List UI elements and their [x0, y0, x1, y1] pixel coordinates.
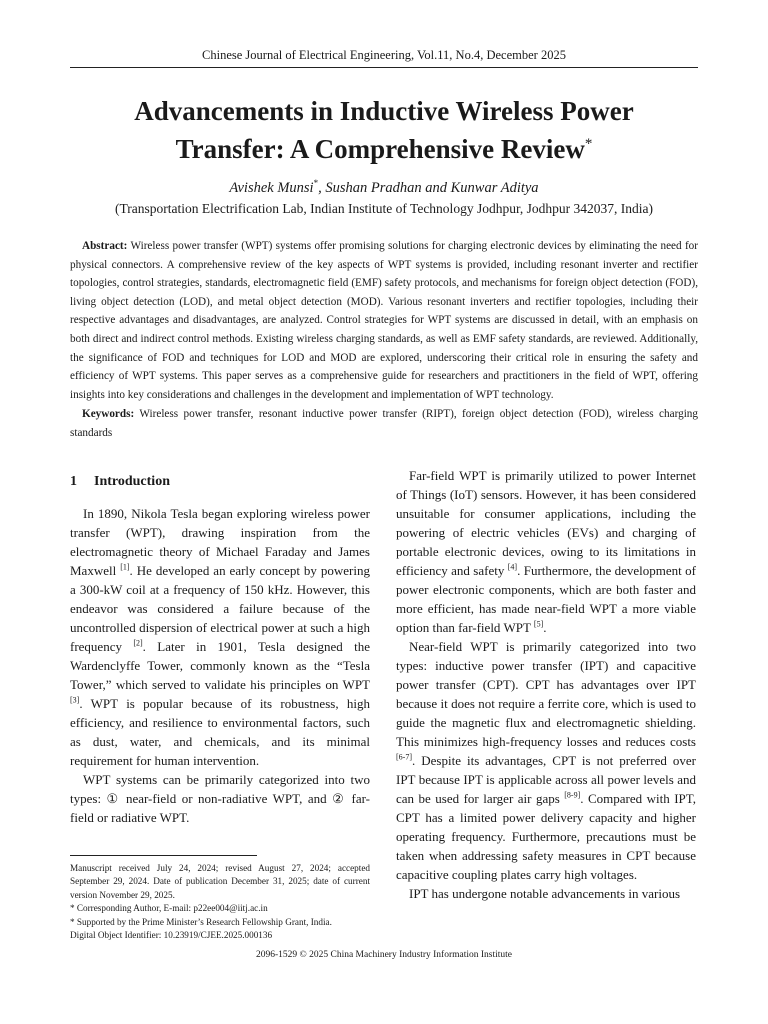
footnote-support: * Supported by the Prime Minister’s Research Fellowship Grant, India.	[70, 916, 332, 927]
text-run: . He developed an early concept by powering a 300-kW coil at a frequency of 150 kHz. However, this endeavor was considered a failure because of the uncontrolled dispersion of electrical power at such a high frequency	[70, 563, 370, 654]
title-line-1: Advancements in Inductive Wireless Power	[134, 96, 634, 126]
title-footnote-marker: *	[584, 136, 593, 152]
text-run: Far-field WPT is primarily utilized to power Internet of Things (IoT) sensors. However, it has been considered unsuitable for consumer applications, including the powering of electric vehicles (EVs) and charging of portable electronic devices, owing to its limitations in efficiency and safety	[396, 468, 696, 578]
footnote-doi: Digital Object Identifier: 10.23919/CJEE.2025.000136	[70, 930, 273, 941]
paragraph	[396, 466, 696, 637]
abstract-text: Wireless power transfer (WPT) systems offer promising solutions for charging electronic devices by eliminating the need for physical connectors. A comprehensive review of the key aspects of WPT systems is provided, including resonant inverter and rectifier topologies, control strategies, standards, electromagnetic field (EMF) safety protocols, and mechanisms for foreign object detection (FOD), living object detection (LOD), and metal object detection (MOD). Various resonant inverters and rectifier topologies, including their respective advantages and disadvantages, are analyzed. Control strategies for WPT systems are discussed in detail, with an emphasis on both direct and indirect control methods. Existing wireless charging standards, as well as EMF safety standards, are reviewed. Additionally, the significance of FOD and techniques for LOD and MOD are explored, underscoring their critical role in ensuring the safety and efficiency of WPT systems. This paper serves as a comprehensive guide for researchers and practitioners in the field of WPT, offering insights into key considerations and challenges in the development and implementation of WPT technology.	[70, 240, 698, 401]
section-heading-introduction	[70, 474, 170, 490]
title-line-2: Transfer: A Comprehensive Review	[175, 134, 585, 164]
citation-link[interactable]: [2]	[133, 638, 143, 648]
abstract	[70, 237, 698, 404]
first-author: Avishek Munsi	[229, 179, 314, 196]
running-header: Chinese Journal of Electrical Engineering, Vol.11, No.4, December 2025	[202, 48, 566, 62]
paragraph: WPT systems can be primarily categorized into two types: ① near-field or non-radiative WPT, and ② far-field or radiative WPT.	[70, 772, 370, 825]
keywords-label: Keywords:	[82, 408, 135, 420]
right-column	[396, 466, 696, 903]
paragraph: IPT has undergone notable advancements in various	[409, 886, 681, 901]
keywords-text: Wireless power transfer, resonant inductive power transfer (RIPT), foreign object detection (FOD), wireless charging standards	[70, 408, 698, 439]
citation-link[interactable]: [6-7]	[396, 752, 412, 762]
abstract-label: Abstract:	[82, 240, 128, 252]
text-run: Near-field WPT is primarily categorized into two types: inductive power transfer (IPT) and capacitive power transfer (CPT). CPT has advantages over IPT because it does not require a ferrite core, which is used to guide the magnetic flux and electromagnetic shielding. This minimizes high-frequency losses and reduces costs	[396, 639, 696, 749]
footnote-rule	[70, 855, 257, 856]
left-column	[70, 504, 370, 827]
citation-link[interactable]: [8-9]	[564, 790, 581, 800]
footnote-corresponding: * Corresponding Author, E-mail: p22ee004@iitj.ac.in	[70, 903, 268, 914]
author-list	[70, 178, 698, 197]
keywords	[70, 405, 698, 442]
citation-link[interactable]: [1]	[120, 562, 130, 572]
citation-link[interactable]: [5]	[533, 619, 544, 629]
section-number: 1	[70, 474, 77, 489]
paragraph	[396, 637, 696, 884]
text-run: . Furthermore, the development of power electronic components, which are both faster and more efficient, has made near-field WPT a more viable option than far-field WPT	[396, 563, 696, 635]
text-run: .	[543, 620, 547, 635]
copyright-line: 2096-1529 © 2025 China Machinery Industry Information Institute	[255, 950, 513, 960]
text-run: . WPT is popular because of its robustness, high efficiency, and resilience to environmental factors, such as dust, water, and chemicals, and its minimal requirement for human intervention.	[70, 696, 370, 768]
affiliation: (Transportation Electrification Lab, Indian Institute of Technology Jodhpur, Jodhpur 342037, India)	[114, 201, 654, 216]
footnote-received: Manuscript received July 24, 2024; revised August 27, 2024; accepted September 29, 2024. Date of publication December 31, 2025; date of current version November 29, 2025.	[70, 863, 370, 900]
other-authors: , Sushan Pradhan and Kunwar Aditya	[318, 179, 539, 196]
citation-link[interactable]: [3]	[70, 695, 80, 705]
text-run: . Despite its advantages, CPT is not preferred over IPT because IPT is applicable across all power levels and can be used for larger air gaps	[396, 753, 696, 806]
text-run: In 1890, Nikola Tesla began exploring wireless power transfer (WPT), drawing inspiration from the electromagnetic theory of Michael Faraday and James Maxwell	[70, 506, 370, 578]
paper-title	[70, 95, 698, 166]
section-title: Introduction	[94, 474, 170, 489]
text-run: . Compared with IPT, CPT has a limited power delivery capacity and higher operating frequency. Furthermore, precautions must be taken when addressing safety measures in CPT because capacitive coupling plates carry high voltages.	[396, 791, 696, 882]
citation-link[interactable]: [4]	[507, 562, 518, 572]
paragraph	[70, 504, 370, 770]
footnotes	[70, 862, 370, 942]
text-run: . Later in 1901, Tesla designed the Wardenclyffe Tower, commonly known as the “Tesla Tower,” which served to validate his principles on WPT	[70, 639, 371, 692]
header-rule	[70, 67, 698, 68]
corresponding-marker: *	[313, 178, 319, 188]
